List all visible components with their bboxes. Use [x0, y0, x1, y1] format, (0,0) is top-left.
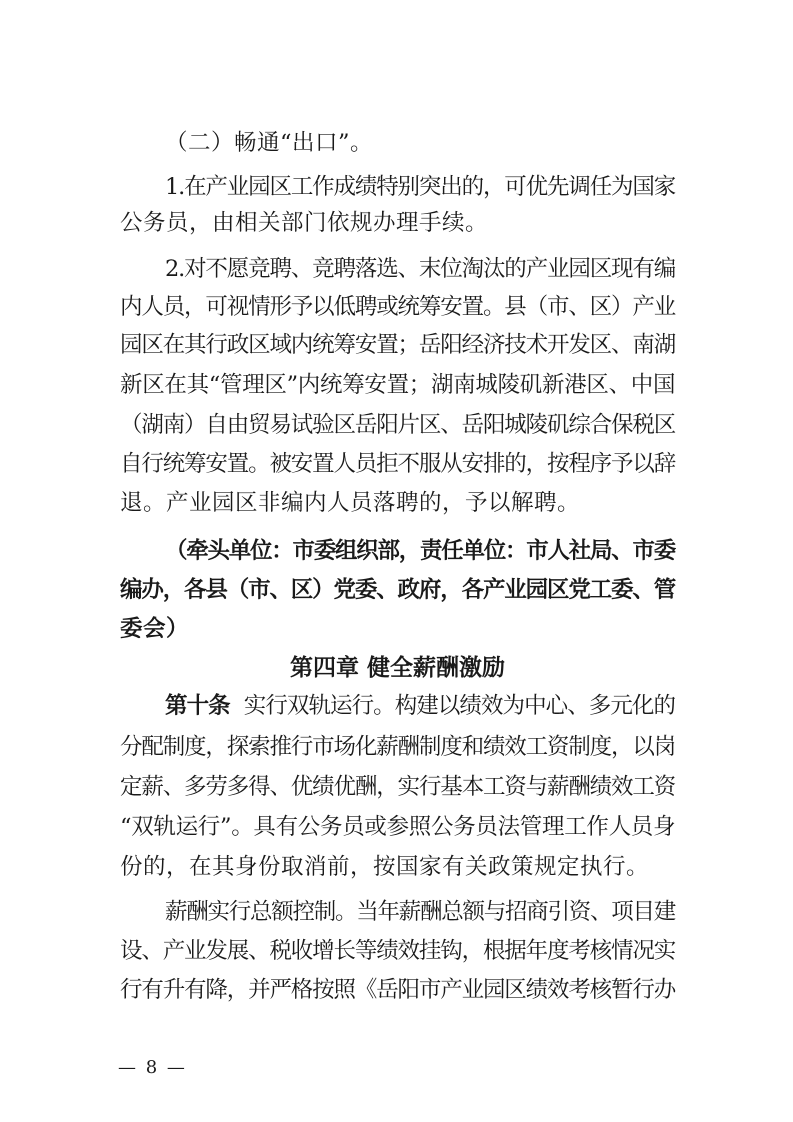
article10-line-1-text: 实行双轨运行。构建以绩效为中心、多元化的	[243, 693, 675, 719]
chapter-title: 第四章 健全薪酬激励	[289, 655, 505, 681]
responsibility-line-1: （牵头单位：市委组织部，责任单位：市人社局、市委	[165, 538, 676, 564]
salary-line-1: 薪酬实行总额控制。当年薪酬总额与招商引资、项目建	[165, 899, 676, 925]
item2-line-6: 自行统筹安置。被安置人员拒不服从安排的，按程序予以辞	[120, 451, 675, 477]
section-title: （二）畅通“出口”。	[165, 130, 374, 156]
item1-line-2: 公务员，由相关部门依规办理手续。	[120, 210, 489, 236]
article10-line-3: 定薪、多劳多得、优绩优酬，实行基本工资与薪酬绩效工资	[120, 774, 675, 800]
article10-line-4: “双轨运行”。具有公务员或参照公务员法管理工作人员身	[120, 814, 675, 840]
page-number: — 8 —	[118, 1057, 187, 1078]
item2-line-2: 内人员，可视情形予以低聘或统筹安置。县（市、区）产业	[120, 294, 675, 320]
responsibility-line-2: 编办，各县（市、区）党委、政府，各产业园区党工委、管	[120, 577, 675, 603]
item2-line-5: （湖南）自由贸易试验区岳阳片区、岳阳城陵矶综合保税区	[120, 412, 675, 438]
salary-line-3: 行有升有降，并严格按照《岳阳市产业园区绩效考核暂行办	[120, 977, 675, 1003]
article10-line-2: 分配制度，探索推行市场化薪酬制度和绩效工资制度，以岗	[120, 734, 675, 760]
salary-line-2: 设、产业发展、税收增长等绩效挂钩，根据年度考核情况实	[120, 938, 675, 964]
article-label: 第十条	[165, 693, 230, 719]
item1-line-1: 1.在产业园区工作成绩特别突出的，可优先调任为国家	[165, 174, 675, 200]
responsibility-line-3: 委会）	[120, 616, 190, 642]
article10-line-5: 份的，在其身份取消前，按国家有关政策规定执行。	[120, 854, 650, 880]
item2-line-1: 2.对不愿竞聘、竞聘落选、末位淘汰的产业园区现有编	[165, 256, 675, 282]
item2-line-7: 退。产业园区非编内人员落聘的，予以解聘。	[120, 490, 581, 516]
item2-line-3: 园区在其行政区域内统筹安置；岳阳经济技术开发区、南湖	[120, 332, 675, 358]
item2-line-4: 新区在其“管理区”内统筹安置；湖南城陵矶新港区、中国	[120, 372, 675, 398]
article10-line-1	[165, 691, 675, 721]
